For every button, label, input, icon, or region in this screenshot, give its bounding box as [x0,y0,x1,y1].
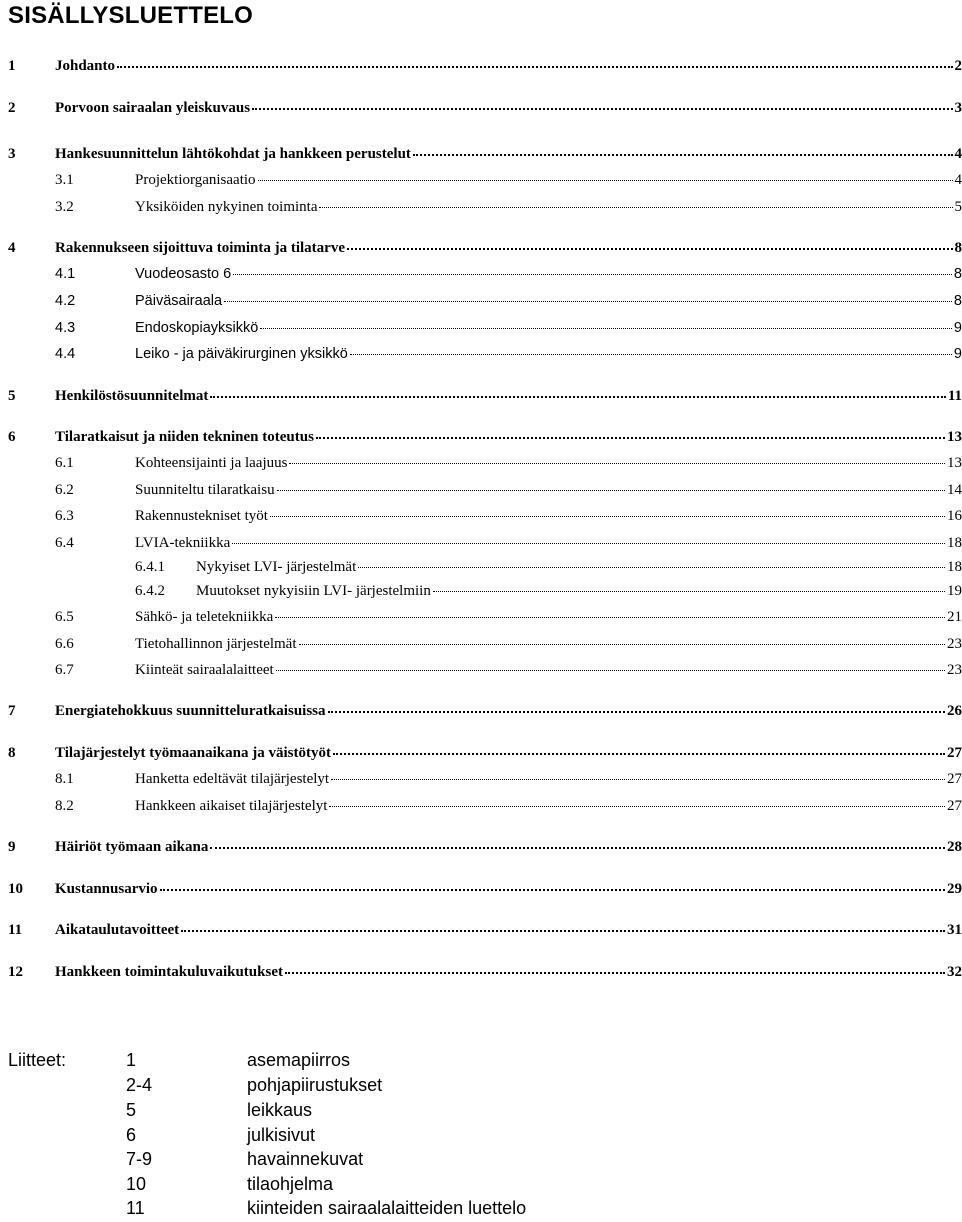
attachment-number: 1 [126,1050,247,1074]
toc-entry-title: Projektiorganisaatio [135,172,256,189]
toc-entry-title: Vuodeosasto 6 [135,266,231,282]
toc-entry-page: 5 [955,199,962,216]
toc-entry-number: 11 [8,922,55,939]
attachment-title: pohjapiirustukset [247,1075,382,1099]
toc-entry[interactable] [8,609,962,629]
toc-entry-page: 9 [954,320,962,336]
dot-leader [358,567,945,568]
toc-entry-title: Porvoon sairaalan yleiskuvaus [55,100,250,117]
toc-entry-page: 21 [947,609,962,626]
dot-leader [258,180,953,181]
attachment-number: 7-9 [126,1149,247,1173]
attachment-item [8,1050,350,1074]
attachment-item [8,1174,333,1198]
toc-entry-page: 4 [955,172,962,189]
toc-entry-page: 26 [947,703,962,720]
toc-entry[interactable] [8,388,962,408]
toc-entry-page: 2 [955,58,962,75]
page-title: SISÄLLYSLUETTELO [8,2,253,30]
toc-entry-title: Hankkeen toimintakuluvaikutukset [55,964,283,981]
toc-entry-title: Aikataulutavoitteet [55,922,179,939]
attachment-item [8,1149,363,1173]
toc-entry[interactable] [8,58,962,78]
toc-entry[interactable] [8,508,962,528]
toc-entry[interactable] [8,240,962,260]
dot-leader [260,328,952,329]
toc-entry-number: 4.3 [55,320,135,336]
dot-leader [331,779,945,780]
toc-entry[interactable] [8,964,962,984]
attachment-number: 6 [126,1125,247,1149]
toc-entry-number: 3 [8,146,55,163]
toc-entry-page: 31 [947,922,962,939]
toc-entry-title: Kiinteät sairaalalaitteet [135,662,274,679]
dot-leader [181,930,945,932]
dot-leader [433,591,945,592]
toc-entry[interactable] [8,482,962,502]
attachment-number: 2-4 [126,1075,247,1099]
toc-entry-page: 3 [955,100,962,117]
dot-leader [270,516,945,517]
dot-leader [285,972,945,974]
toc-entry-title: Hankesuunnittelun lähtökohdat ja hankkeen perustelut [55,146,411,163]
toc-entry-number: 4.2 [55,293,135,309]
attachment-number: 5 [126,1100,247,1124]
dot-leader [277,490,945,491]
attachments-label [8,1174,126,1198]
toc-entry-title: Yksiköiden nykyinen toiminta [135,199,317,216]
attachment-title: asemapiirros [247,1050,350,1074]
toc-entry-title: Leiko - ja päiväkirurginen yksikkö [135,346,348,362]
toc-entry-page: 18 [947,535,962,552]
dot-leader [275,617,945,618]
toc-entry[interactable] [8,745,962,765]
toc-entry-title: Nykyiset LVI- järjestelmät [196,559,356,576]
dot-leader [233,274,952,275]
toc-entry-title: Muutokset nykyisiin LVI- järjestelmiin [196,583,431,600]
attachment-item [8,1075,382,1099]
toc-entry[interactable] [8,266,962,286]
attachment-title: julkisivut [247,1125,315,1149]
dot-leader [289,463,945,464]
toc-entry[interactable] [8,346,962,366]
toc-entry[interactable] [8,771,962,791]
toc-entry[interactable] [8,703,962,723]
toc-entry[interactable] [8,100,962,120]
toc-entry-number: 8.2 [55,798,135,815]
toc-entry-page: 27 [947,771,962,788]
dot-leader [117,66,952,68]
toc-entry[interactable] [8,455,962,475]
toc-entry-page: 27 [947,798,962,815]
attachment-item [8,1125,315,1149]
dot-leader [210,847,945,849]
toc-entry-number: 6.4.2 [135,583,196,600]
attachment-number: 10 [126,1174,247,1198]
toc-entry-page: 13 [947,455,962,472]
toc-entry-page: 27 [947,745,962,762]
toc-entry-page: 9 [954,346,962,362]
toc-entry-page: 29 [947,881,962,898]
toc-entry-page: 19 [947,583,962,600]
toc-entry[interactable] [8,636,962,656]
toc-entry-title: Endoskopiayksikkö [135,320,258,336]
toc-entry-number: 5 [8,388,55,405]
toc-entry-number: 4.1 [55,266,135,282]
table-of-contents [8,0,962,1213]
toc-entry[interactable] [8,583,962,603]
attachment-title: kiinteiden sairaalalaitteiden luettelo [247,1198,526,1222]
dot-leader [319,207,952,208]
toc-entry-page: 23 [947,636,962,653]
toc-entry-number: 8.1 [55,771,135,788]
dot-leader [350,354,952,355]
toc-entry-number: 1 [8,58,55,75]
attachment-item [8,1198,526,1222]
toc-entry-page: 23 [947,662,962,679]
toc-entry[interactable] [8,881,962,901]
dot-leader [160,889,945,891]
attachments-label [8,1075,126,1099]
toc-entry-title: Hankkeen aikaiset tilajärjestelyt [135,798,327,815]
dot-leader [232,543,945,544]
toc-entry-number: 8 [8,745,55,762]
toc-entry-title: Tilaratkaisut ja niiden tekninen toteutus [55,429,314,446]
dot-leader [210,396,945,398]
toc-entry-page: 11 [948,388,962,405]
toc-entry[interactable] [8,535,962,555]
dot-leader [329,806,945,807]
toc-entry[interactable] [8,172,962,192]
dot-leader [316,437,945,439]
toc-entry-title: Rakennustekniset työt [135,508,268,525]
toc-entry-number: 6.2 [55,482,135,499]
toc-entry[interactable] [8,293,962,313]
toc-entry-page: 16 [947,508,962,525]
toc-entry-title: Päiväsairaala [135,293,222,309]
toc-entry-page: 4 [955,146,962,163]
toc-entry-page: 28 [947,839,962,856]
toc-entry-title: Suunniteltu tilaratkaisu [135,482,275,499]
attachment-title: tilaohjelma [247,1174,333,1198]
attachment-title: leikkaus [247,1100,312,1124]
attachments-label [8,1198,126,1222]
toc-entry-number: 4 [8,240,55,257]
toc-entry-number: 7 [8,703,55,720]
toc-entry-number: 6.6 [55,636,135,653]
toc-entry-title: Kustannusarvio [55,881,158,898]
toc-entry-page: 32 [947,964,962,981]
toc-entry[interactable] [8,662,962,682]
attachment-title: havainnekuvat [247,1149,363,1173]
toc-entry-title: Johdanto [55,58,115,75]
toc-entry-number: 12 [8,964,55,981]
toc-entry[interactable] [8,429,962,449]
toc-entry-number: 2 [8,100,55,117]
toc-entry-title: Sähkö- ja teletekniikka [135,609,273,626]
toc-entry-title: Rakennukseen sijoittuva toiminta ja tilatarve [55,240,345,257]
toc-entry-page: 13 [947,429,962,446]
dot-leader [252,108,952,110]
dot-leader [347,248,953,250]
toc-entry-page: 14 [947,482,962,499]
toc-entry-number: 3.2 [55,199,135,216]
toc-entry-title: Tilajärjestelyt työmaanaikana ja väistötyöt [55,745,331,762]
toc-entry-title: Tietohallinnon järjestelmät [135,636,297,653]
dot-leader [224,301,952,302]
dot-leader [333,753,945,755]
toc-entry[interactable] [8,839,962,859]
toc-entry-number: 6.4 [55,535,135,552]
dot-leader [299,644,945,645]
toc-entry[interactable] [8,146,962,166]
toc-entry-page: 8 [954,266,962,282]
attachment-number: 11 [126,1198,247,1222]
toc-entry-page: 8 [955,240,962,257]
toc-entry-title: Häiriöt työmaan aikana [55,839,208,856]
attachments-label [8,1100,126,1124]
toc-entry[interactable] [8,559,962,579]
attachment-item [8,1100,312,1124]
toc-entry-title: Henkilöstösuunnitelmat [55,388,208,405]
toc-entry-number: 6.5 [55,609,135,626]
toc-entry[interactable] [8,199,962,219]
toc-entry[interactable] [8,922,962,942]
toc-entry[interactable] [8,798,962,818]
toc-entry-number: 6.7 [55,662,135,679]
attachments-label [8,1149,126,1173]
toc-entry-number: 9 [8,839,55,856]
dot-leader [413,154,953,156]
toc-entry-number: 10 [8,881,55,898]
dot-leader [276,670,945,671]
attachments-label: Liitteet: [8,1050,126,1074]
toc-entry-title: Energiatehokkuus suunnitteluratkaisuissa [55,703,326,720]
toc-entry-page: 8 [954,293,962,309]
toc-entry-title: Hanketta edeltävät tilajärjestelyt [135,771,329,788]
toc-entry-number: 3.1 [55,172,135,189]
toc-entry-number: 4.4 [55,346,135,362]
toc-entry-number: 6.4.1 [135,559,196,576]
toc-entry-number: 6.1 [55,455,135,472]
toc-entry-title: LVIA-tekniikka [135,535,230,552]
toc-entry-number: 6.3 [55,508,135,525]
toc-entry-number: 6 [8,429,55,446]
dot-leader [328,711,946,713]
toc-entry[interactable] [8,320,962,340]
toc-entry-title: Kohteensijainti ja laajuus [135,455,287,472]
toc-entry-page: 18 [947,559,962,576]
attachments-label [8,1125,126,1149]
